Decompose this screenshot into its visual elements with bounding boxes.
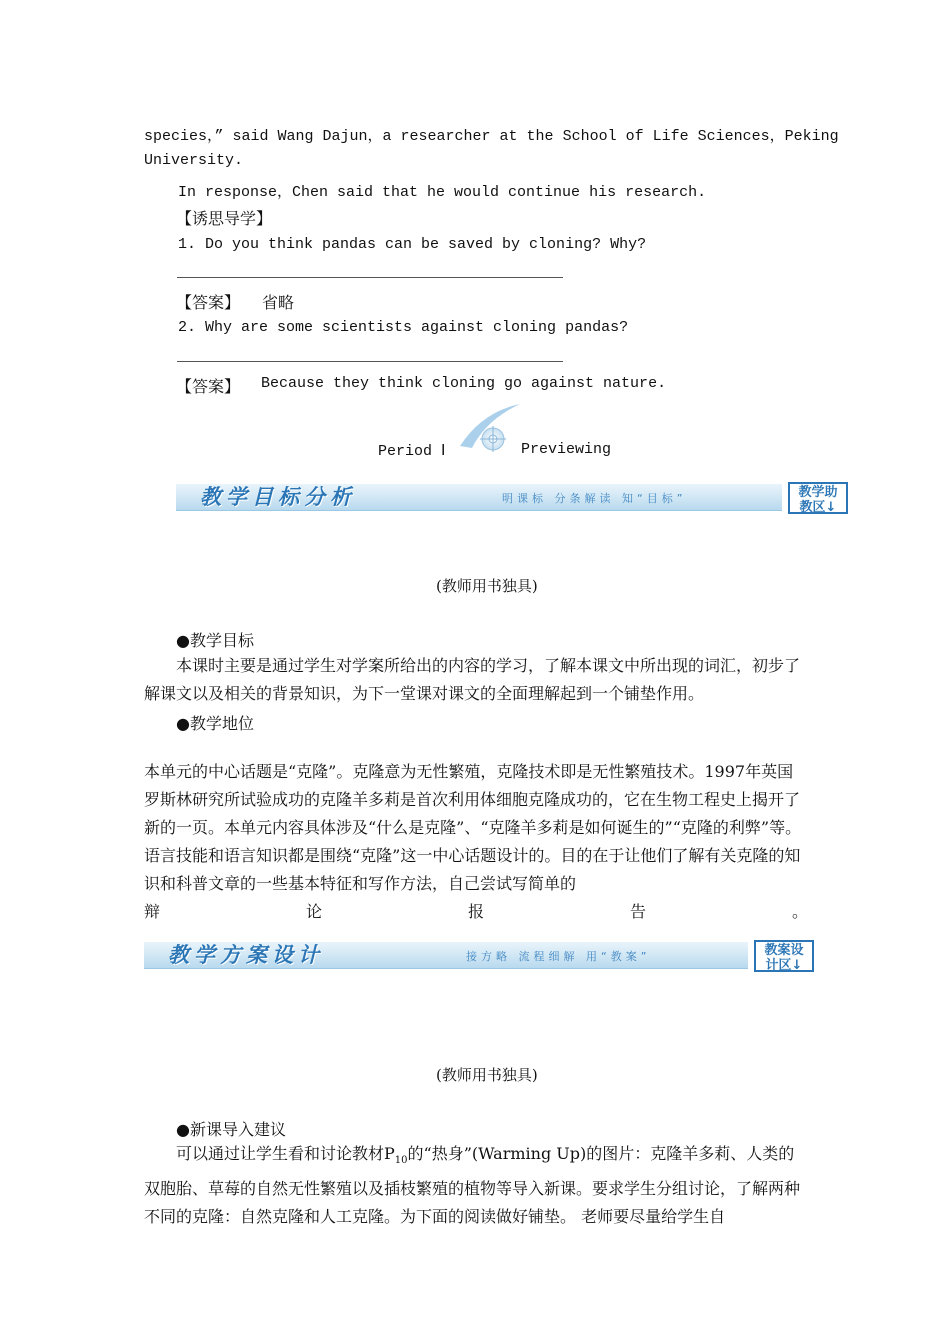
badge-line-1: 教案设 bbox=[764, 943, 804, 958]
intro-text-b: 的“热身”(Warming Up)的图片：克隆羊多莉、人类的双胞胎、草莓的自然无性繁殖以及插枝繁殖的植物等导入新课。要求学生分组讨论，了解两种不同的克隆：自然克隆和人工克隆。为下面的阅读做好铺垫。 老师要尽量给学生自 bbox=[144, 1144, 801, 1227]
goal-paragraph: 本课时主要是通过学生对学案所给出的内容的学习，了解本课文中所出现的词汇，初步了解课文以及相关的背景知识，为下一堂课对课文的全面理解起到一个铺垫作用。 bbox=[144, 656, 801, 703]
answer-2: Because they think cloning go against nature. bbox=[261, 375, 667, 392]
passage-line-3: In response，Chen said that he would continue his research. bbox=[178, 184, 707, 201]
banner-title: 教学目标分析 bbox=[200, 485, 356, 509]
banner-bar bbox=[176, 484, 782, 511]
banner-badge bbox=[788, 482, 848, 514]
intro-paragraph bbox=[144, 1140, 808, 1231]
intro-heading: ●新课导入建议 bbox=[176, 1120, 286, 1139]
status-paragraph: 本单元的中心话题是“克隆”。克隆意为无性繁殖，克隆技术即是无性繁殖技术。1997年英国罗斯林研究所试验成功的克隆羊多莉是首次利用体细胞克隆成功的，它在生物工程史上揭开了新的一页。本单元内容具体涉及“什么是克隆”、“克隆羊多莉是如何诞生的”“克隆的利弊”等。语言技能和语言知识都是围绕“克隆”这一中心话题设计的。目的在于让他们了解有关克隆的知识和科普文章的一些基本特征和写作方法，自己尝试写简单的 bbox=[144, 762, 802, 893]
status-last-line: 辩论报告。 bbox=[144, 902, 808, 921]
question-1: 1. Do you think pandas can be saved by cloning? Why? bbox=[178, 236, 647, 253]
banner-subtitle: 明课标 分条解读 知“目标” bbox=[502, 492, 687, 505]
passage-line-1: species，” said Wang Dajun，a researcher at the School of Life Sciences，Peking bbox=[144, 128, 839, 145]
badge-line-2: 教区↓ bbox=[799, 500, 837, 515]
banner-subtitle: 接方略 流程细解 用“教案” bbox=[466, 950, 651, 963]
guide-heading: 【诱思导学】 bbox=[176, 209, 273, 228]
intro-text-a: 可以通过让学生看和讨论教材P bbox=[144, 1144, 395, 1163]
passage-line-2: University. bbox=[144, 152, 244, 169]
intro-subscript: 10 bbox=[394, 1155, 408, 1167]
answer-line-1 bbox=[177, 277, 563, 278]
banner-teaching-goals bbox=[176, 482, 848, 515]
banner-bar bbox=[144, 942, 748, 969]
status-heading: ●教学地位 bbox=[176, 714, 254, 733]
badge-line-2: 计区↓ bbox=[765, 958, 803, 973]
banner-badge bbox=[754, 940, 814, 972]
badge-line-1: 教学助 bbox=[798, 485, 838, 500]
answer-1: 省略 bbox=[262, 293, 295, 312]
teacher-only-note-2: (教师用书独具) bbox=[436, 1066, 538, 1084]
period-sublabel: Previewing bbox=[521, 441, 612, 458]
answer-label-2: 【答案】 bbox=[176, 377, 241, 396]
banner-title: 教学方案设计 bbox=[168, 943, 324, 967]
answer-line-2 bbox=[177, 361, 563, 362]
goal-heading: ●教学目标 bbox=[176, 631, 254, 650]
banner-plan-design bbox=[144, 940, 814, 973]
answer-label-1: 【答案】 bbox=[176, 293, 241, 312]
question-2: 2. Why are some scientists against cloning pandas? bbox=[178, 319, 629, 336]
period-label: Period Ⅰ bbox=[378, 443, 446, 460]
teacher-only-note-1: (教师用书独具) bbox=[436, 577, 538, 595]
swoosh-ornament-icon bbox=[452, 402, 524, 458]
